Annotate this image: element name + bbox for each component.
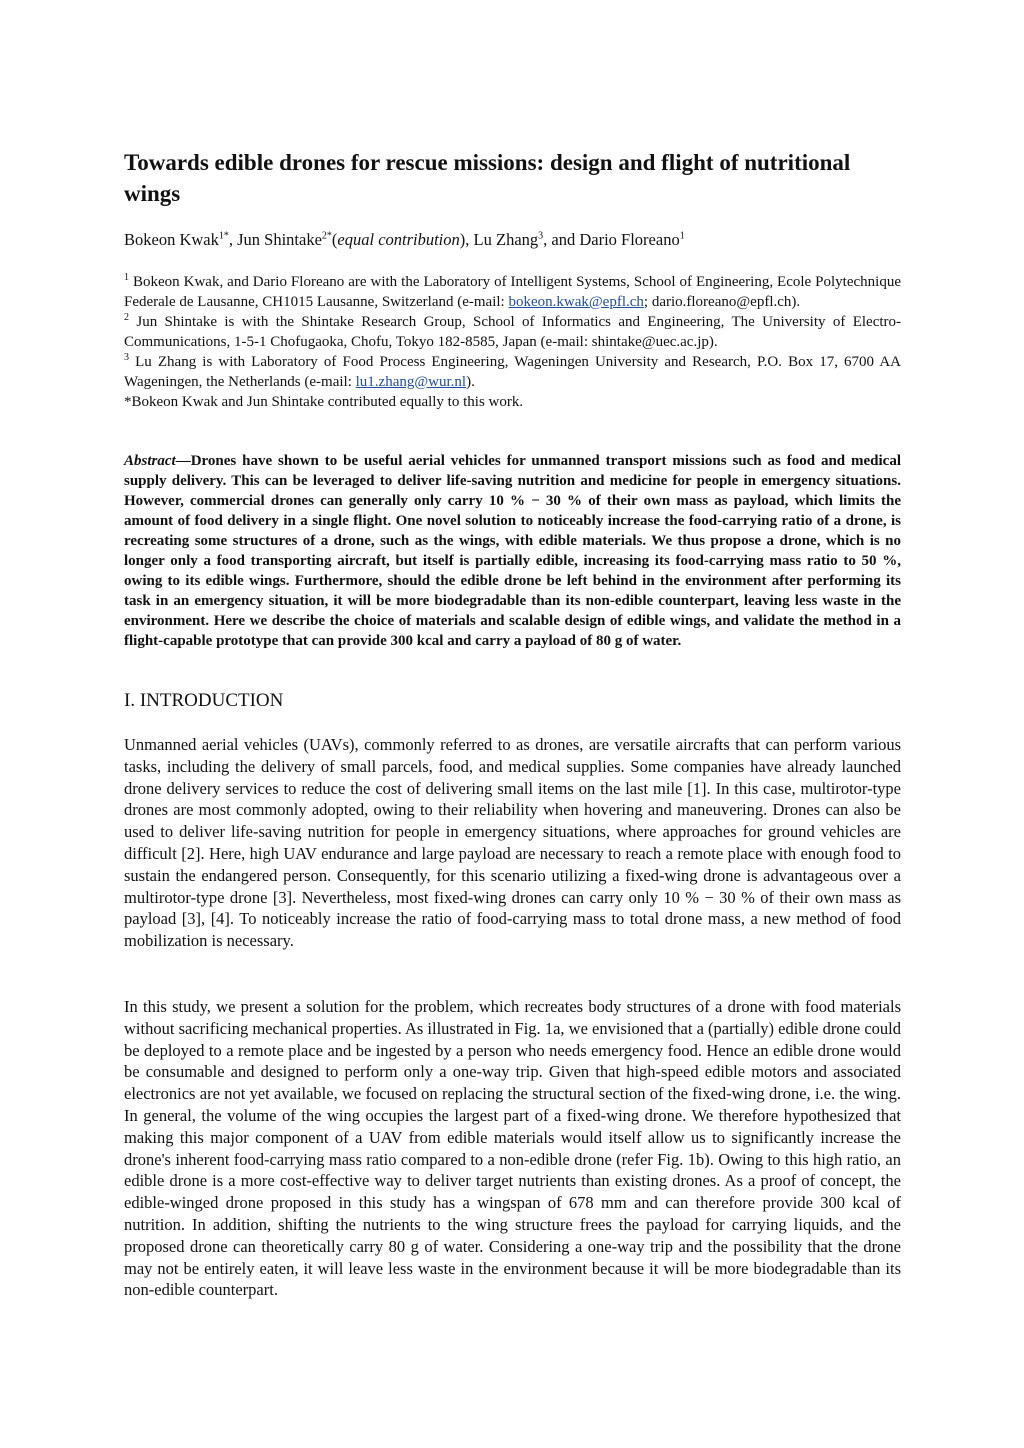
author-superscript: 3	[538, 230, 544, 242]
affiliation-number: 3	[124, 352, 129, 363]
author-name: Lu Zhang	[473, 230, 539, 249]
author-separator: , and	[543, 230, 580, 249]
author-superscript: 1*	[218, 230, 229, 242]
equal-contribution-note: equal contribution	[337, 230, 460, 249]
affiliation-number: 1	[124, 272, 129, 283]
affiliation-text: Bokeon Kwak, and Dario Floreano are with the Laboratory of Intelligent Systems, School of Engineering, Ecole Polytechnique Federale de Lausanne, CH1015 Lausanne, Switzerland (e-mail:	[124, 274, 901, 310]
affiliations	[124, 272, 901, 412]
author-separator: ,	[228, 230, 238, 249]
body-paragraph: In this study, we present a solution for the problem, which recreates body structures of a drone with food materials without sacrificing mechanical properties. As illustrated in Fig. 1a, we envisioned that a (partially) edible drone could be deployed to a remote place and be ingested by a person who needs emergency food. Hence an edible drone would be consumable and designed to perform only a one-way trip. Given that high-speed edible motors and associated electronics are not yet available, we focused on replacing the structural section of the fixed-wing drone, i.e. the wing. In general, the volume of the wing occupies the largest part of a fixed-wing drone. We therefore hypothesized that making this major component of a UAV from edible materials would itself allow us to significantly increase the drone's inherent food-carrying mass ratio compared to a non-edible drone (refer Fig. 1b). Owing to this high ratio, an edible drone is a more cost-effective way to deliver target nutrients than existing drones. As a proof of concept, the edible-winged drone proposed in this study has a wingspan of 678 mm and can therefore provide 300 kcal of nutrition. In addition, shifting the nutrients to the wing structure frees the payload for carrying liquids, and the proposed drone can theoretically carry 80 g of water. Considering a one-way trip and the possibility that the drone may not be entirely eaten, it will leave less waste in the environment because it will be more biodegradable than its non-edible counterpart.	[124, 997, 901, 1300]
author-name: Dario Floreano	[579, 230, 680, 249]
author-superscript: 1	[679, 230, 685, 242]
abstract-dash: —	[175, 453, 191, 469]
author-name: Jun Shintake	[237, 230, 322, 249]
abstract	[124, 451, 901, 651]
affiliation-tail: ; dario.floreano@epfl.ch).	[643, 294, 801, 310]
affiliation-text: Jun Shintake is with the Shintake Research Group, School of Informatics and Engineering, The University of Electro-Communications, 1-5-1 Chofugaoka, Chofu, Tokyo 182-8585, Japan (e-mail: shintake@uec.ac.jp).	[124, 314, 902, 350]
author-name: Bokeon Kwak	[124, 230, 219, 249]
abstract-text: Drones have shown to be useful aerial vehicles for unmanned transport missions such as food and medical supply delivery. This can be leveraged to deliver life-saving nutrition and medicine for people in emergency situations. However, commercial drones can generally only carry 10 % − 30 % of their own mass as payload, which limits the amount of food delivery in a single flight. One novel solution to noticeably increase the food-carrying ratio of a drone, is recreating some structures of a drone, such as the wings, with edible materials. We thus propose a drone, which is no longer only a food transporting aircraft, but itself is partially edible, increasing its food-carrying mass ratio to 50 %, owing to its edible wings. Furthermore, should the edible drone be left behind in the environment after performing its task in an emergency situation, it will be more biodegradable than its non-edible counterpart, leaving less waste in the environment. Here we describe the choice of materials and scalable design of edible wings, and validate the method in a flight-capable prototype that can provide 300 kcal and carry a payload of 80 g of water.	[124, 453, 901, 649]
author-superscript: 2*	[321, 230, 332, 242]
affiliation-text: Lu Zhang is with Laboratory of Food Process Engineering, Wageningen University and Research, P.O. Box 17, 6700 AA Wageningen, the Netherlands (e-mail:	[124, 354, 901, 390]
affiliation-2	[124, 312, 901, 352]
email-link[interactable]: bokeon.kwak@epfl.ch	[508, 294, 644, 310]
author-separator: ,	[465, 230, 474, 249]
abstract-label: Abstract	[124, 453, 176, 469]
body-paragraph: Unmanned aerial vehicles (UAVs), commonly referred to as drones, are versatile aircrafts that can perform various tasks, including the delivery of small parcels, food, and medical supplies. Some companies have already launched drone delivery services to reduce the cost of delivering small items on the last mile [1]. In this case, multirotor-type drones are most commonly adopted, owing to their reliability when hovering and maneuvering. Drones can also be used to deliver life-saving nutrition for people in emergency situations, where approaches for ground vehicles are difficult [2]. Here, high UAV endurance and large payload are necessary to reach a remote place with enough food to sustain the endangered person. Consequently, for this scenario utilizing a fixed-wing drone is advantageous over a multirotor-type drone [3]. Nevertheless, most fixed-wing drones can carry only 10 % − 30 % of their own mass as payload [3], [4]. To noticeably increase the ratio of food-carrying mass to total drone mass, a new method of food mobilization is necessary.	[124, 735, 901, 951]
paper-title: Towards edible drones for rescue missions: design and flight of nutritional wings	[124, 150, 851, 206]
affiliation-1	[124, 272, 901, 312]
affiliation-number: 2	[124, 312, 129, 323]
author-list: Bokeon Kwak$^{1*}$, Jun Shintake$^{2*}$(equal contribution), Lu Zhang$^3$, and Dario Floreano$^1$	[124, 230, 685, 249]
affiliation-tail: ).	[466, 374, 475, 390]
affiliation-3	[124, 352, 901, 392]
email-link[interactable]: lu1.zhang@wur.nl	[355, 374, 467, 390]
section-heading: I. INTRODUCTION	[124, 690, 284, 711]
equal-contribution-footnote: *Bokeon Kwak and Jun Shintake contributed equally to this work.	[124, 394, 524, 410]
